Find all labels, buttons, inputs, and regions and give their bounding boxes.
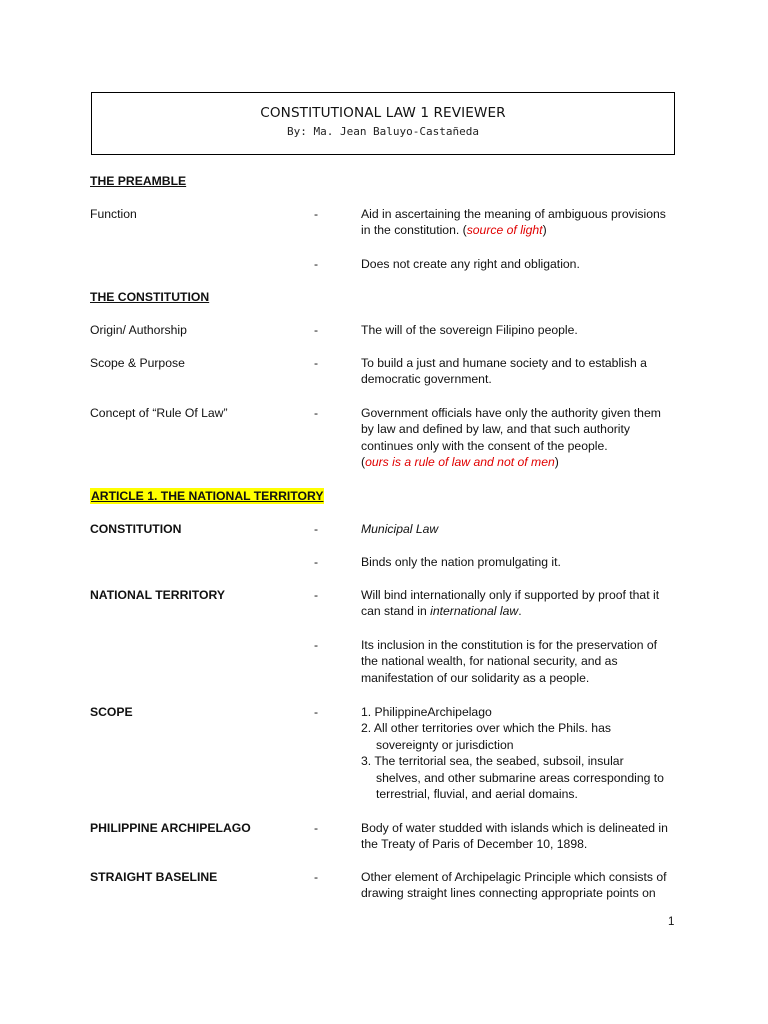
section-heading-preamble: THE PREAMBLE bbox=[90, 174, 187, 188]
definition-term: NATIONAL TERRITORY bbox=[90, 588, 225, 602]
definition-term: Function bbox=[90, 207, 137, 221]
section-heading-constitution: THE CONSTITUTION bbox=[90, 290, 210, 304]
definition-text bbox=[361, 521, 691, 537]
definition-dash: - bbox=[314, 705, 319, 719]
definition-dash: - bbox=[314, 406, 319, 420]
text-run: sovereignty or jurisdiction bbox=[376, 737, 514, 752]
definition-line bbox=[361, 770, 691, 786]
definition-line bbox=[361, 554, 691, 570]
text-run: terrestrial, fluvial, and aerial domains. bbox=[376, 787, 578, 802]
text-run: ( bbox=[361, 455, 366, 470]
text-run: continues only with the consent of the people. bbox=[361, 438, 608, 453]
definition-term: Concept of “Rule Of Law” bbox=[90, 406, 228, 420]
definition-text bbox=[361, 256, 691, 272]
text-run: Other element of Archipelagic Principle which consists of bbox=[361, 870, 667, 884]
definition-line bbox=[361, 438, 691, 454]
definition-line bbox=[361, 603, 691, 619]
definition-text bbox=[361, 704, 691, 802]
definition-dash: - bbox=[314, 555, 319, 569]
text-run: shelves, and other submarine areas corresponding to bbox=[376, 770, 664, 785]
definition-line bbox=[361, 720, 691, 736]
definition-term: PHILIPPINE ARCHIPELAGO bbox=[90, 821, 251, 835]
definition-line bbox=[361, 885, 691, 901]
definition-line bbox=[361, 587, 691, 603]
emphasis-note: source of light bbox=[466, 223, 543, 238]
text-run: 1. PhilippineArchipelago bbox=[361, 705, 492, 719]
definition-line bbox=[361, 256, 691, 272]
definition-line bbox=[361, 820, 691, 836]
definition-line bbox=[361, 637, 691, 653]
text-run: in the constitution. ( bbox=[361, 223, 467, 238]
text-run: To build a just and humane society and to establish a bbox=[361, 356, 647, 370]
text-run: can stand in bbox=[361, 604, 431, 619]
text-run: manifestation of our solidarity as a people. bbox=[361, 670, 590, 685]
definition-dash: - bbox=[314, 356, 319, 370]
definition-dash: - bbox=[314, 638, 319, 652]
definition-line bbox=[361, 322, 691, 338]
definition-line bbox=[361, 670, 691, 686]
definition-text bbox=[361, 554, 691, 570]
text-run: the national wealth, for national security, and as bbox=[361, 654, 618, 669]
page-number: 1 bbox=[668, 916, 675, 928]
text-run: 3. The territorial sea, the seabed, subsoil, insular bbox=[361, 754, 624, 769]
definition-line bbox=[361, 653, 691, 669]
text-run: ) bbox=[554, 455, 559, 470]
text-run: Body of water studded with islands which is delineated in bbox=[361, 821, 668, 835]
text-run: Does not create any right and obligation. bbox=[361, 257, 580, 271]
definition-text bbox=[361, 869, 691, 902]
definition-text bbox=[361, 587, 691, 620]
document-title: CONSTITUTIONAL LAW 1 REVIEWER bbox=[260, 105, 506, 121]
definition-term: STRAIGHT BASELINE bbox=[90, 870, 218, 884]
definition-line bbox=[361, 737, 691, 753]
definition-line bbox=[361, 836, 691, 852]
definition-dash: - bbox=[314, 207, 319, 221]
definition-line bbox=[361, 222, 691, 238]
emphasis-note: ours is a rule of law and not of men bbox=[365, 455, 555, 470]
section-heading-article1: ARTICLE 1. THE NATIONAL TERRITORY bbox=[91, 489, 324, 503]
definition-line bbox=[361, 355, 691, 371]
definition-line bbox=[361, 405, 691, 421]
definition-line bbox=[361, 206, 691, 222]
text-run: the Treaty of Paris of December 10, 1898. bbox=[361, 837, 588, 852]
definition-text bbox=[361, 405, 691, 471]
text-run: Its inclusion in the constitution is for the preservation of bbox=[361, 638, 658, 652]
definition-dash: - bbox=[314, 870, 319, 884]
text-run: The will of the sovereign Filipino people. bbox=[361, 323, 578, 337]
definition-dash: - bbox=[314, 821, 319, 835]
definition-line bbox=[361, 454, 691, 470]
definition-text bbox=[361, 355, 691, 388]
definition-dash: - bbox=[314, 257, 319, 271]
definition-term: Origin/ Authorship bbox=[90, 323, 187, 337]
definition-text bbox=[361, 637, 691, 686]
definition-dash: - bbox=[314, 323, 319, 337]
definition-text bbox=[361, 820, 691, 853]
definition-text bbox=[361, 322, 691, 338]
text-run: democratic government. bbox=[361, 372, 492, 387]
definition-line bbox=[361, 371, 691, 387]
text-run: by law and defined by law, and that such authority bbox=[361, 422, 630, 437]
definition-term: SCOPE bbox=[90, 705, 133, 719]
text-run: Will bind internationally only if supported by proof that it bbox=[361, 588, 660, 602]
text-run: 2. All other territories over which the Phils. has bbox=[361, 721, 611, 736]
text-run: Aid in ascertaining the meaning of ambiguous provisions bbox=[361, 207, 666, 221]
text-run: . bbox=[518, 604, 522, 619]
text-run: drawing straight lines connecting appropriate points on bbox=[361, 886, 656, 901]
definition-line bbox=[361, 753, 691, 769]
text-run: Binds only the nation promulgating it. bbox=[361, 555, 561, 569]
definition-line bbox=[361, 521, 691, 537]
definition-line bbox=[361, 704, 691, 720]
text-run: Government officials have only the authority given them bbox=[361, 406, 661, 420]
definition-text bbox=[361, 206, 691, 239]
definition-line bbox=[361, 786, 691, 802]
definition-term: Scope & Purpose bbox=[90, 356, 185, 370]
italic-term: Municipal Law bbox=[361, 522, 439, 536]
italic-term: international law bbox=[430, 604, 519, 619]
definition-dash: - bbox=[314, 588, 319, 602]
text-run: ) bbox=[542, 223, 547, 238]
document-author: By: Ma. Jean Baluyo-Castañeda bbox=[286, 125, 480, 138]
title-box bbox=[91, 92, 675, 155]
definition-dash: - bbox=[314, 522, 319, 536]
definition-term: CONSTITUTION bbox=[90, 522, 182, 536]
definition-line bbox=[361, 421, 691, 437]
definition-line bbox=[361, 869, 691, 885]
